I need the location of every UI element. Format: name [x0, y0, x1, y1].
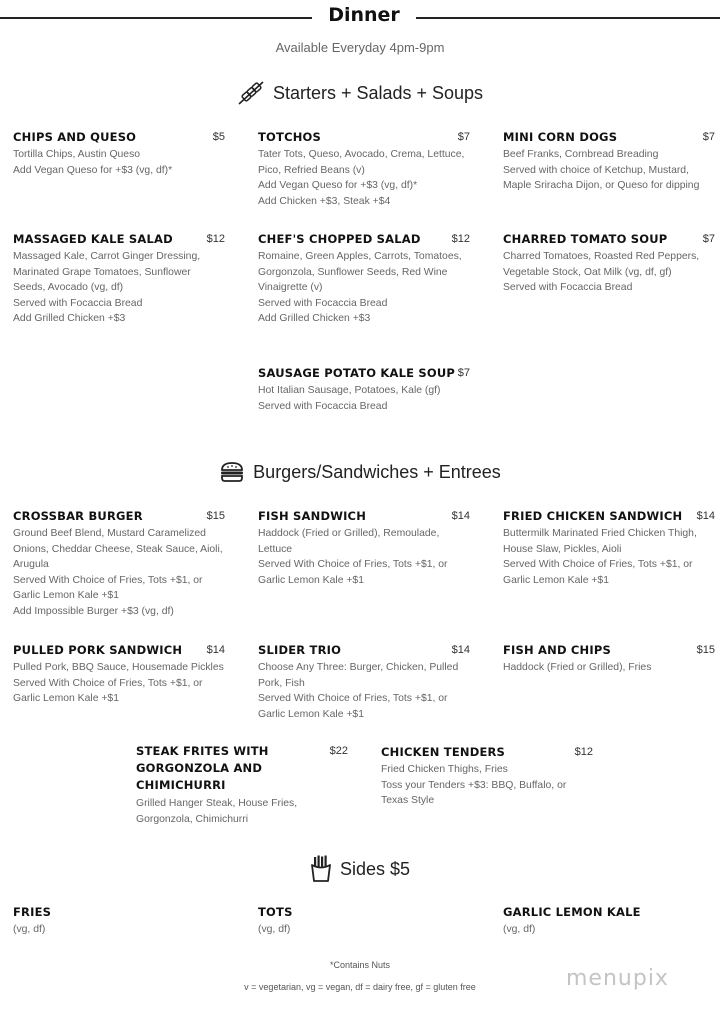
item-name: GARLIC LEMON KALE: [503, 905, 641, 919]
description-line: Served With Choice of Fries, Tots +$1, or Garlic Lemon Kale +$1: [13, 677, 203, 704]
item-description: [258, 249, 470, 327]
item-name: CROSSBAR BURGER: [13, 509, 143, 523]
item-description: [503, 147, 715, 194]
description-line: Add Grilled Chicken +$3: [13, 313, 126, 324]
burger-icon: [219, 461, 245, 483]
footnote-diet-legend: v = vegetarian, vg = vegan, df = dairy free, gf = gluten free: [244, 982, 476, 992]
section-title-starters: Starters + Salads + Soups: [272, 82, 484, 103]
section-heading-burgers: [0, 461, 720, 483]
description-line: Romaine, Green Apples, Carrots, Tomatoes, Gorgonzola, Sunflower Seeds, Red Wine Vinaigrette (v): [258, 251, 462, 293]
item-price: $5: [212, 131, 225, 143]
item-name: PULLED PORK SANDWICH: [13, 643, 183, 657]
item-name: CHIPS AND QUESO: [13, 130, 137, 144]
menu-item-mini-corn-dogs: [503, 129, 715, 194]
item-price: $7: [702, 131, 715, 143]
item-description: [503, 660, 715, 676]
item-price: $22: [329, 745, 348, 757]
menu-item-totchos: [258, 129, 470, 209]
availability-text: Available Everyday 4pm-9pm: [275, 40, 445, 55]
description-line: Tortilla Chips, Austin Queso: [13, 149, 141, 160]
menu-item-fish-sandwich: [258, 508, 470, 588]
menu-item-tots: [258, 904, 470, 938]
menu-item-fried-chicken-sandwich: [503, 508, 715, 588]
item-price: $12: [451, 233, 470, 245]
item-name: SAUSAGE POTATO KALE SOUP: [258, 366, 456, 380]
item-price: $15: [206, 510, 225, 522]
item-price: $14: [696, 510, 715, 522]
menu-item-massaged-kale-salad: [13, 231, 225, 327]
menu-item-charred-tomato-soup: [503, 231, 715, 296]
item-description: [503, 922, 715, 938]
item-price: $12: [574, 746, 593, 758]
item-name: FISH AND CHIPS: [503, 643, 611, 657]
description-line: Charred Tomatoes, Roasted Red Peppers, Vegetable Stock, Oat Milk (vg, df, gf): [503, 251, 700, 278]
item-name: FRIES: [13, 905, 52, 919]
item-name: STEAK FRITES WITH GORGONZOLA AND CHIMICHURRI: [136, 744, 269, 792]
skewer-icon: [237, 80, 265, 106]
menu-header: [0, 4, 720, 30]
description-line: (vg, df): [258, 924, 291, 935]
item-description: [13, 249, 225, 327]
header-rule-left: [0, 17, 312, 19]
menu-item-pulled-pork-sandwich: [13, 642, 225, 707]
description-line: Served with choice of Ketchup, Mustard, Maple Sriracha Dijon, or Queso for dipping: [503, 164, 700, 191]
header-rule-right: [416, 17, 720, 19]
description-line: (vg, df): [503, 924, 536, 935]
description-line: Grilled Hanger Steak, House Fries, Gorgonzola, Chimichurri: [136, 798, 298, 825]
item-price: $14: [451, 644, 470, 656]
item-description: [503, 249, 715, 296]
item-description: [13, 147, 225, 178]
description-line: Pulled Pork, BBQ Sauce, Housemade Pickles: [13, 662, 224, 673]
item-description: [13, 660, 225, 707]
description-line: Beef Franks, Cornbread Breading: [503, 149, 659, 160]
item-description: [258, 660, 470, 722]
description-line: Haddock (Fried or Grilled), Fries: [503, 662, 652, 673]
menu-item-sausage-potato-kale-soup: [258, 365, 470, 414]
item-price: $7: [457, 131, 470, 143]
item-name: CHEF'S CHOPPED SALAD: [258, 232, 421, 246]
menu-item-chicken-tenders: [381, 744, 593, 809]
description-line: Tater Tots, Queso, Avocado, Crema, Lettuce, Pico, Refried Beans (v): [258, 149, 465, 176]
item-price: $7: [702, 233, 715, 245]
item-price: $12: [206, 233, 225, 245]
item-description: [136, 796, 348, 827]
item-name: FRIED CHICKEN SANDWICH: [503, 509, 683, 523]
item-description: [258, 147, 470, 209]
description-line: Served with Focaccia Bread: [258, 297, 388, 309]
description-line: Haddock (Fried or Grilled), Remoulade, Lettuce: [258, 528, 440, 555]
item-price: $7: [457, 367, 470, 379]
item-price: $14: [451, 510, 470, 522]
description-line: Add Vegan Queso for +$3 (vg, df)*: [13, 164, 173, 176]
item-description: [503, 526, 715, 588]
menu-title: Dinner: [328, 4, 400, 26]
item-price: $14: [206, 644, 225, 656]
description-line: Choose Any Three: Burger, Chicken, Pulled Pork, Fish: [258, 662, 459, 689]
item-name: CHICKEN TENDERS: [381, 745, 506, 759]
menu-item-fries: [13, 904, 225, 938]
description-line: Add Vegan Queso for +$3 (vg, df)*: [258, 180, 418, 191]
section-heading-sides: [0, 855, 720, 883]
footnote-nuts: *Contains Nuts: [329, 960, 391, 970]
menu-item-garlic-lemon-kale: [503, 904, 715, 938]
fries-icon: [310, 855, 332, 883]
item-description: [258, 526, 470, 588]
item-name: TOTS: [258, 905, 293, 919]
description-line: Fried Chicken Thighs, Fries: [381, 764, 508, 775]
description-line: Buttermilk Marinated Fried Chicken Thigh, House Slaw, Pickles, Aioli: [503, 528, 697, 555]
description-line: Served With Choice of Fries, Tots +$1, or Garlic Lemon Kale +$1: [258, 693, 448, 720]
description-line: Served With Choice of Fries, Tots +$1, or Garlic Lemon Kale +$1: [503, 559, 693, 586]
description-line: Toss your Tenders +$3: BBQ, Buffalo, or Texas Style: [381, 779, 567, 806]
description-line: Add Impossible Burger +$3 (vg, df): [13, 605, 174, 617]
item-price: $15: [696, 644, 715, 656]
description-line: Served with Focaccia Bread: [13, 297, 143, 309]
item-name: MINI CORN DOGS: [503, 130, 618, 144]
description-line: Served with Focaccia Bread: [503, 282, 633, 293]
description-line: Served With Choice of Fries, Tots +$1, or Garlic Lemon Kale +$1: [258, 559, 448, 586]
menu-item-steak-frites: [136, 743, 348, 827]
item-description: [13, 526, 225, 619]
item-name: FISH SANDWICH: [258, 509, 367, 523]
item-description: [258, 383, 470, 414]
item-name: TOTCHOS: [258, 130, 321, 144]
description-line: Add Chicken +$3, Steak +$4: [258, 195, 391, 207]
menu-item-chips-and-queso: [13, 129, 225, 178]
item-description: [381, 762, 593, 809]
menu-item-chefs-chopped-salad: [258, 231, 470, 327]
description-line: Ground Beef Blend, Mustard Caramelized Onions, Cheddar Cheese, Steak Sauce, Aioli, Arugula: [13, 528, 223, 570]
description-line: Massaged Kale, Carrot Ginger Dressing, Marinated Grape Tomatoes, Sunflower Seeds, Avocado (vg, df): [13, 251, 201, 293]
description-line: Hot Italian Sausage, Potatoes, Kale (gf): [258, 385, 441, 396]
item-name: SLIDER TRIO: [258, 643, 342, 657]
description-line: (vg, df): [13, 924, 46, 935]
watermark-logo: menupix: [566, 966, 669, 991]
description-line: Add Grilled Chicken +$3: [258, 313, 371, 324]
item-description: [13, 922, 225, 938]
item-name: MASSAGED KALE SALAD: [13, 232, 173, 246]
item-description: [258, 922, 470, 938]
item-name: CHARRED TOMATO SOUP: [503, 232, 668, 246]
description-line: Served With Choice of Fries, Tots +$1, or Garlic Lemon Kale +$1: [13, 574, 203, 601]
menu-item-crossbar-burger: [13, 508, 225, 619]
menu-item-fish-and-chips: [503, 642, 715, 676]
description-line: Served with Focaccia Bread: [258, 400, 388, 412]
section-title-sides: Sides $5: [339, 858, 411, 879]
section-title-burgers: Burgers/Sandwiches + Entrees: [253, 461, 501, 482]
menu-item-slider-trio: [258, 642, 470, 722]
section-heading-starters: [0, 80, 720, 106]
